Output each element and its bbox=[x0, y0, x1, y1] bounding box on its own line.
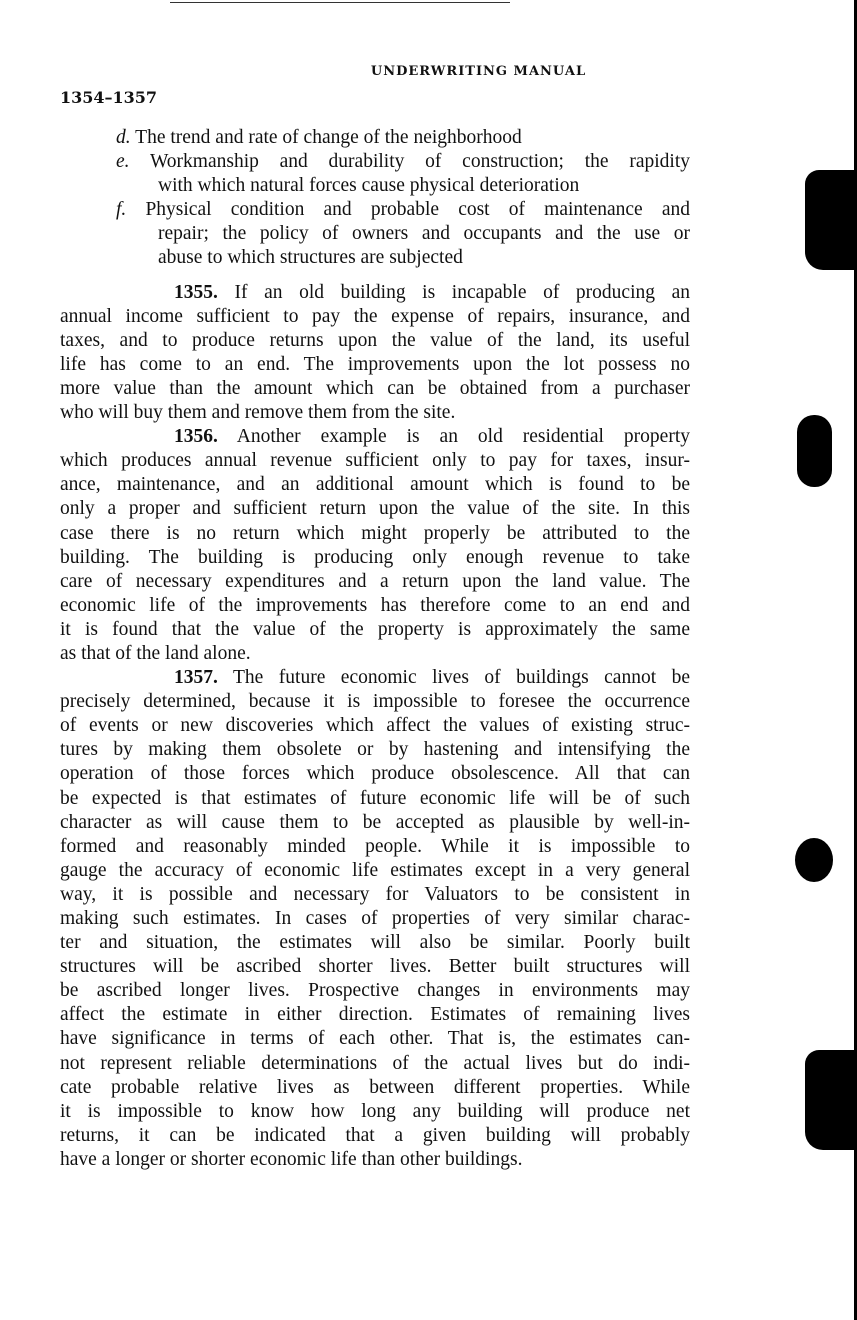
item-letter: d. bbox=[116, 127, 131, 148]
line: case there is no return which might properly be attributed to the bbox=[60, 522, 690, 544]
line: who will buy them and remove them from the site. bbox=[60, 402, 456, 424]
line-text: The future economic lives of buildings cannot be bbox=[233, 667, 690, 689]
line: annual income sufficient to pay the expense of repairs, insurance, and bbox=[60, 305, 690, 327]
line: tures by making them obsolete or by hastening and intensifying the bbox=[60, 739, 690, 761]
line: gauge the accuracy of economic life estimates except in a very general bbox=[60, 859, 690, 881]
paragraph-start bbox=[60, 666, 690, 690]
binding-hole-mark bbox=[795, 838, 833, 882]
line: way, it is possible and necessary for Valuators to be consistent in bbox=[60, 883, 690, 905]
line: The trend and rate of change of the neighborhood bbox=[135, 127, 522, 148]
line-text: Another example is an old residential property bbox=[236, 426, 690, 448]
line: care of necessary expenditures and a return upon the land value. The bbox=[60, 570, 690, 592]
line-text: If an old building is incapable of producing an bbox=[234, 281, 691, 303]
line: formed and reasonably minded people. While it is impossible to bbox=[60, 835, 690, 857]
running-title: UNDERWRITING MANUAL bbox=[370, 64, 587, 79]
line: have significance in terms of each other. That is, the estimates can- bbox=[60, 1028, 690, 1050]
line: abuse to which structures are subjected bbox=[158, 247, 463, 269]
paragraph-number: 1357. bbox=[174, 667, 218, 689]
line: not represent reliable determinations of the actual lives but do indi- bbox=[60, 1052, 690, 1074]
line: Physical condition and probable cost of maintenance and bbox=[145, 199, 690, 221]
line: making such estimates. In cases of properties of very similar charac- bbox=[60, 908, 690, 929]
list-item-d bbox=[60, 126, 690, 150]
line: Workmanship and durability of construction; the rapidity bbox=[149, 151, 690, 173]
item-letter: f. bbox=[116, 199, 127, 221]
line: with which natural forces cause physical deterioration bbox=[158, 175, 580, 197]
list-item-e bbox=[60, 150, 690, 174]
line: life has come to an end. The improvements upon the lot possess no bbox=[60, 353, 690, 375]
section-range: 1354–1357 bbox=[60, 88, 158, 107]
line: have a longer or shorter economic life than other buildings. bbox=[60, 1148, 523, 1170]
line: only a proper and sufficient return upon the value of the site. In this bbox=[60, 498, 690, 520]
line: which produces annual revenue sufficient only to pay for taxes, insur- bbox=[60, 450, 690, 472]
line: ance, maintenance, and an additional amount which is found to be bbox=[60, 474, 690, 496]
paragraph-number: 1355. bbox=[174, 281, 218, 303]
line: economic life of the improvements has therefore come to an end and bbox=[60, 594, 690, 616]
margin-tab-mark bbox=[805, 170, 857, 270]
line: affect the estimate in either direction. Estimates of remaining lives bbox=[60, 1004, 690, 1026]
line: structures will be ascribed shorter lives. Better built structures will bbox=[60, 956, 690, 978]
line: it is found that the value of the property is approximately the same bbox=[60, 618, 690, 640]
line: precisely determined, because it is impossible to foresee the occurrence bbox=[60, 691, 690, 713]
paragraph-number: 1356. bbox=[174, 426, 218, 448]
paragraph-start bbox=[60, 281, 690, 305]
line: be ascribed longer lives. Prospective changes in environments may bbox=[60, 980, 690, 1002]
line: operation of those forces which produce obsolescence. All that can bbox=[60, 763, 690, 785]
line: be expected is that estimates of future economic life will be of such bbox=[60, 787, 690, 809]
line: cate probable relative lives as between different properties. While bbox=[60, 1076, 690, 1098]
line: repair; the policy of owners and occupants and the use or bbox=[158, 223, 690, 245]
line: building. The building is producing only enough revenue to take bbox=[60, 546, 690, 568]
paragraphs bbox=[60, 281, 690, 1172]
list-item-f bbox=[60, 198, 690, 222]
line: more value than the amount which can be obtained from a purchaser bbox=[60, 377, 690, 399]
line: it is impossible to know how long any building will produce net bbox=[60, 1100, 690, 1122]
top-rule bbox=[170, 2, 510, 3]
binding-hole-mark bbox=[797, 415, 832, 487]
line: taxes, and to produce returns upon the value of the land, its useful bbox=[60, 329, 690, 351]
item-letter: e. bbox=[116, 151, 130, 173]
line: returns, it can be indicated that a given building will probably bbox=[60, 1124, 690, 1146]
line: of events or new discoveries which affect the values of existing struc- bbox=[60, 715, 690, 737]
page-body bbox=[60, 126, 690, 1172]
line: character as will cause them to be accepted as plausible by well-in- bbox=[60, 811, 690, 833]
margin-tab-mark bbox=[805, 1050, 857, 1150]
line: ter and situation, the estimates will also be similar. Poorly built bbox=[60, 932, 690, 954]
paragraph-start bbox=[60, 425, 690, 449]
line: as that of the land alone. bbox=[60, 642, 251, 664]
